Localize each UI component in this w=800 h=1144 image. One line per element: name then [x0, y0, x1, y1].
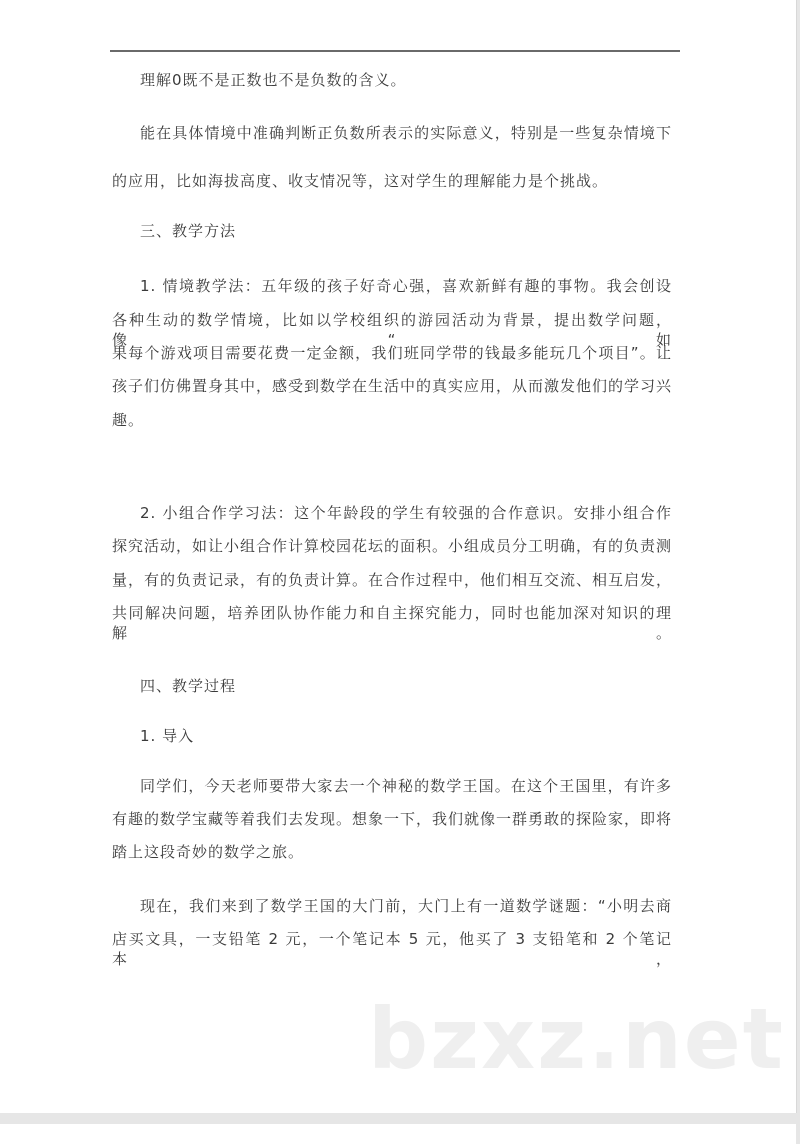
watermark: bzxz.net	[368, 990, 785, 1088]
paragraph-line: 趣。	[112, 411, 145, 429]
paragraph-line: 同学们，今天老师要带大家去一个神秘的数学王国。在这个王国里，有许多	[140, 777, 672, 795]
section-heading: 四、教学过程	[140, 677, 237, 695]
paragraph-line: 2. 小组合作学习法：这个年龄段的学生有较强的合作意识。安排小组合作	[140, 504, 672, 522]
paragraph-line: 店买文具，一支铅笔 2 元，一个笔记本 5 元，他买了 3 支铅笔和 2 个笔记本，	[112, 930, 672, 968]
section-heading: 三、教学方法	[140, 222, 237, 240]
paragraph-line: 量，有的负责记录，有的负责计算。在合作过程中，他们相互交流、相互启发，	[112, 571, 673, 589]
paragraph-line: 能在具体情境中准确判断正负数所表示的实际意义，特别是一些复杂情境下	[140, 124, 672, 142]
paragraph-line: 果每个游戏项目需要花费一定金额，我们班同学带的钱最多能玩几个项目”。让	[112, 344, 672, 362]
paragraph-line: 的应用，比如海拔高度、收支情况等，这对学生的理解能力是个挑战。	[112, 172, 609, 190]
subsection-heading: 1. 导入	[140, 727, 195, 745]
paragraph-line: 探究活动，如让小组合作计算校园花坛的面积。小组成员分工明确，有的负责测	[112, 537, 673, 555]
header-rule	[110, 50, 680, 52]
paragraph-line: 踏上这段奇妙的数学之旅。	[112, 843, 305, 861]
paragraph-line: 各种生动的数学情境，比如以学校组织的游园活动为背景，提出数学问题，像“如	[112, 311, 672, 349]
paragraph-line: 现在，我们来到了数学王国的大门前，大门上有一道数学谜题：“小明去商	[140, 897, 672, 915]
paragraph-line: 理解0既不是正数也不是负数的含义。	[140, 71, 407, 89]
paragraph-line: 1. 情境教学法：五年级的孩子好奇心强，喜欢新鲜有趣的事物。我会创设	[140, 277, 672, 295]
paragraph-line: 孩子们仿佛置身其中，感受到数学在生活中的真实应用，从而激发他们的学习兴	[112, 377, 673, 395]
paragraph-line: 共同解决问题，培养团队协作能力和自主探究能力，同时也能加深对知识的理解。	[112, 604, 672, 642]
next-page	[0, 1124, 796, 1144]
paragraph-line: 有趣的数学宝藏等着我们去发现。想象一下，我们就像一群勇敢的探险家，即将	[112, 810, 673, 828]
